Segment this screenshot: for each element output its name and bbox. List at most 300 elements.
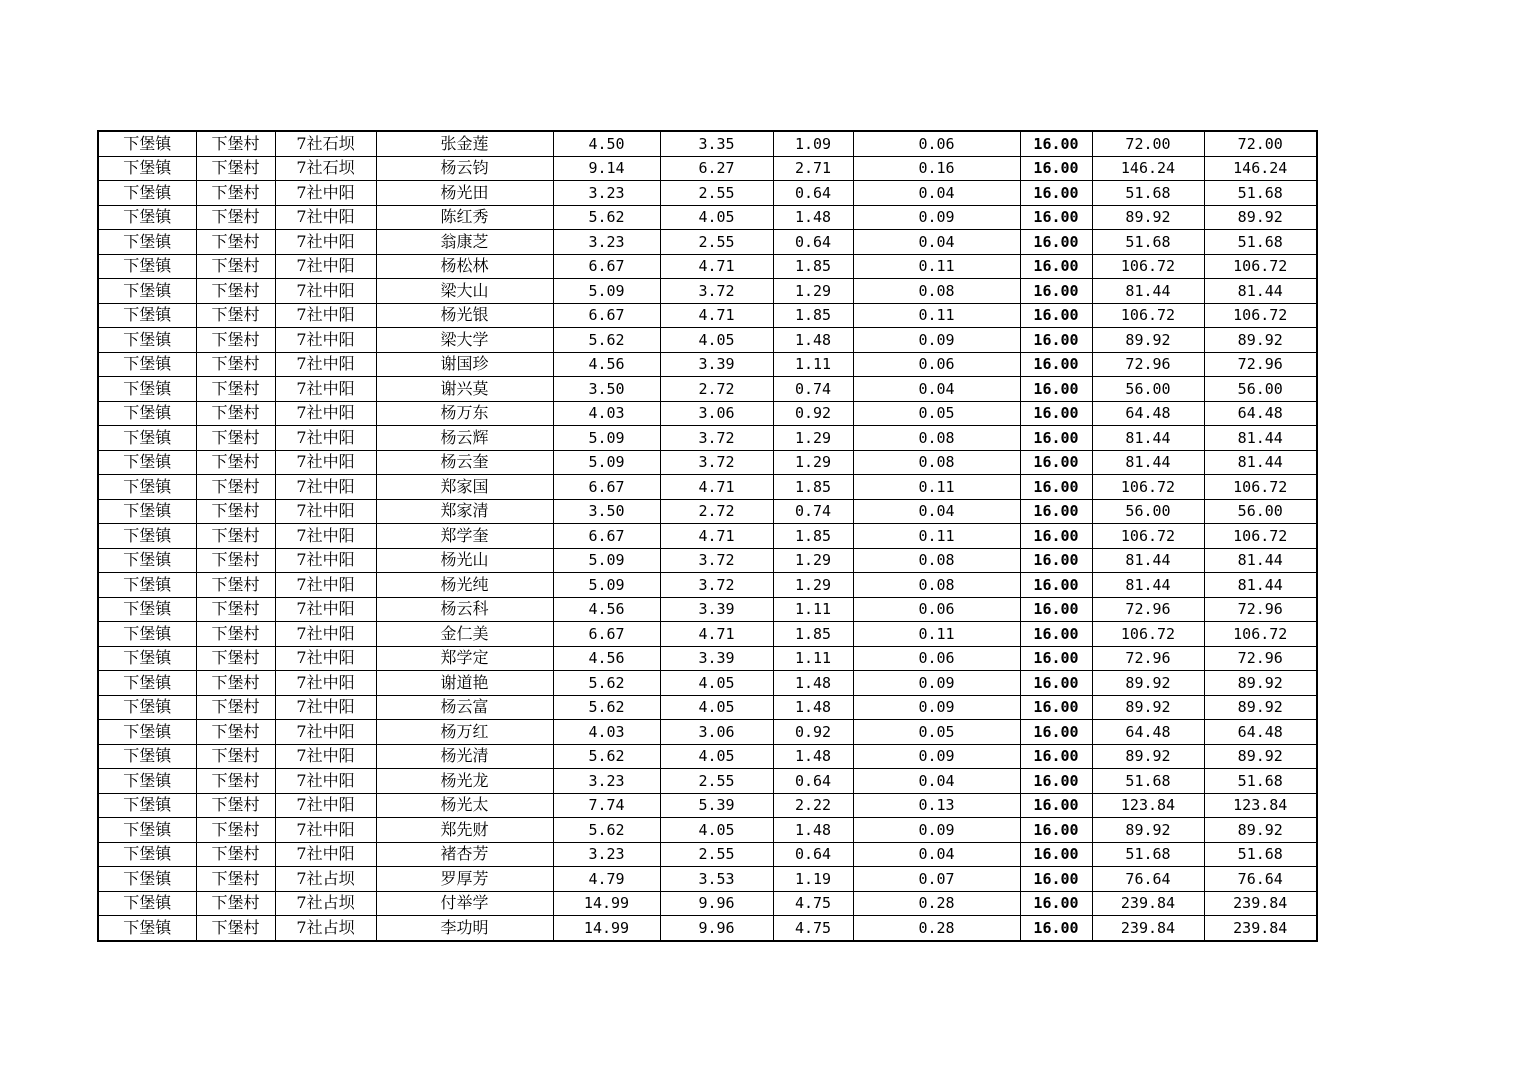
value-cell-1: 6.67 <box>553 475 660 500</box>
value-cell-2: 3.53 <box>660 867 773 892</box>
value-cell-3: 1.29 <box>773 450 853 475</box>
name-cell: 郑学定 <box>376 646 553 671</box>
value-cell-1: 3.23 <box>553 842 660 867</box>
table-row <box>98 916 1317 941</box>
amount-cell-2: 89.92 <box>1204 328 1317 353</box>
village-cell: 下堡村 <box>196 646 275 671</box>
value-cell-1: 7.74 <box>553 793 660 818</box>
town-cell: 下堡镇 <box>98 548 196 573</box>
table-row <box>98 891 1317 916</box>
rate-cell: 16.00 <box>1020 867 1092 892</box>
name-cell: 杨松林 <box>376 254 553 279</box>
value-cell-1: 3.23 <box>553 769 660 794</box>
town-cell: 下堡镇 <box>98 524 196 549</box>
value-cell-3: 1.48 <box>773 744 853 769</box>
amount-cell-1: 89.92 <box>1092 818 1204 843</box>
amount-cell-2: 89.92 <box>1204 671 1317 696</box>
amount-cell-2: 106.72 <box>1204 622 1317 647</box>
name-cell: 郑家清 <box>376 499 553 524</box>
value-cell-1: 5.09 <box>553 450 660 475</box>
amount-cell-1: 89.92 <box>1092 744 1204 769</box>
table-row <box>98 205 1317 230</box>
amount-cell-1: 89.92 <box>1092 695 1204 720</box>
value-cell-3: 2.71 <box>773 156 853 181</box>
table-row <box>98 156 1317 181</box>
value-cell-4: 0.13 <box>853 793 1020 818</box>
village-cell: 下堡村 <box>196 131 275 156</box>
amount-cell-2: 56.00 <box>1204 377 1317 402</box>
amount-cell-1: 51.68 <box>1092 842 1204 867</box>
name-cell: 杨光龙 <box>376 769 553 794</box>
town-cell: 下堡镇 <box>98 671 196 696</box>
amount-cell-2: 81.44 <box>1204 548 1317 573</box>
town-cell: 下堡镇 <box>98 842 196 867</box>
rate-cell: 16.00 <box>1020 818 1092 843</box>
value-cell-3: 0.74 <box>773 499 853 524</box>
village-cell: 下堡村 <box>196 916 275 941</box>
group-cell: 7社中阳 <box>275 352 376 377</box>
value-cell-1: 5.09 <box>553 573 660 598</box>
rate-cell: 16.00 <box>1020 401 1092 426</box>
value-cell-2: 3.72 <box>660 279 773 304</box>
table-row <box>98 401 1317 426</box>
value-cell-2: 4.05 <box>660 818 773 843</box>
value-cell-4: 0.11 <box>853 254 1020 279</box>
value-cell-2: 4.05 <box>660 205 773 230</box>
value-cell-1: 4.56 <box>553 646 660 671</box>
amount-cell-2: 64.48 <box>1204 720 1317 745</box>
value-cell-4: 0.09 <box>853 671 1020 696</box>
value-cell-4: 0.06 <box>853 352 1020 377</box>
value-cell-3: 1.09 <box>773 131 853 156</box>
table-row <box>98 524 1317 549</box>
value-cell-4: 0.16 <box>853 156 1020 181</box>
value-cell-3: 0.92 <box>773 720 853 745</box>
amount-cell-1: 56.00 <box>1092 499 1204 524</box>
amount-cell-2: 72.00 <box>1204 131 1317 156</box>
rate-cell: 16.00 <box>1020 842 1092 867</box>
village-cell: 下堡村 <box>196 303 275 328</box>
rate-cell: 16.00 <box>1020 646 1092 671</box>
value-cell-2: 2.72 <box>660 499 773 524</box>
name-cell: 谢兴莫 <box>376 377 553 402</box>
village-cell: 下堡村 <box>196 254 275 279</box>
amount-cell-1: 123.84 <box>1092 793 1204 818</box>
table-row <box>98 622 1317 647</box>
value-cell-1: 5.62 <box>553 818 660 843</box>
amount-cell-2: 123.84 <box>1204 793 1317 818</box>
value-cell-2: 2.55 <box>660 769 773 794</box>
name-cell: 郑家国 <box>376 475 553 500</box>
group-cell: 7社中阳 <box>275 671 376 696</box>
town-cell: 下堡镇 <box>98 720 196 745</box>
value-cell-4: 0.28 <box>853 891 1020 916</box>
town-cell: 下堡镇 <box>98 131 196 156</box>
value-cell-1: 4.50 <box>553 131 660 156</box>
town-cell: 下堡镇 <box>98 475 196 500</box>
amount-cell-2: 89.92 <box>1204 744 1317 769</box>
village-cell: 下堡村 <box>196 622 275 647</box>
town-cell: 下堡镇 <box>98 156 196 181</box>
value-cell-2: 2.72 <box>660 377 773 402</box>
value-cell-3: 1.48 <box>773 695 853 720</box>
rate-cell: 16.00 <box>1020 328 1092 353</box>
amount-cell-1: 72.96 <box>1092 352 1204 377</box>
village-cell: 下堡村 <box>196 401 275 426</box>
amount-cell-1: 64.48 <box>1092 401 1204 426</box>
amount-cell-1: 106.72 <box>1092 254 1204 279</box>
value-cell-4: 0.06 <box>853 597 1020 622</box>
amount-cell-1: 106.72 <box>1092 303 1204 328</box>
value-cell-1: 6.67 <box>553 303 660 328</box>
rate-cell: 16.00 <box>1020 573 1092 598</box>
town-cell: 下堡镇 <box>98 646 196 671</box>
amount-cell-1: 239.84 <box>1092 891 1204 916</box>
value-cell-4: 0.11 <box>853 622 1020 647</box>
value-cell-3: 1.85 <box>773 622 853 647</box>
amount-cell-1: 89.92 <box>1092 205 1204 230</box>
amount-cell-2: 106.72 <box>1204 475 1317 500</box>
group-cell: 7社中阳 <box>275 450 376 475</box>
amount-cell-2: 72.96 <box>1204 352 1317 377</box>
village-cell: 下堡村 <box>196 842 275 867</box>
name-cell: 杨万东 <box>376 401 553 426</box>
village-cell: 下堡村 <box>196 205 275 230</box>
table-row <box>98 426 1317 451</box>
name-cell: 翁康芝 <box>376 230 553 255</box>
value-cell-4: 0.05 <box>853 720 1020 745</box>
value-cell-2: 3.39 <box>660 597 773 622</box>
town-cell: 下堡镇 <box>98 916 196 941</box>
value-cell-3: 1.48 <box>773 671 853 696</box>
table-row <box>98 573 1317 598</box>
rate-cell: 16.00 <box>1020 769 1092 794</box>
value-cell-2: 4.71 <box>660 622 773 647</box>
value-cell-1: 3.23 <box>553 181 660 206</box>
value-cell-4: 0.04 <box>853 769 1020 794</box>
table-row <box>98 867 1317 892</box>
amount-cell-2: 81.44 <box>1204 573 1317 598</box>
town-cell: 下堡镇 <box>98 867 196 892</box>
town-cell: 下堡镇 <box>98 303 196 328</box>
amount-cell-1: 81.44 <box>1092 548 1204 573</box>
town-cell: 下堡镇 <box>98 230 196 255</box>
town-cell: 下堡镇 <box>98 744 196 769</box>
name-cell: 谢道艳 <box>376 671 553 696</box>
town-cell: 下堡镇 <box>98 377 196 402</box>
amount-cell-1: 89.92 <box>1092 671 1204 696</box>
value-cell-3: 1.85 <box>773 303 853 328</box>
name-cell: 金仁美 <box>376 622 553 647</box>
village-cell: 下堡村 <box>196 671 275 696</box>
group-cell: 7社中阳 <box>275 597 376 622</box>
value-cell-3: 1.29 <box>773 279 853 304</box>
table-row <box>98 720 1317 745</box>
rate-cell: 16.00 <box>1020 205 1092 230</box>
village-cell: 下堡村 <box>196 720 275 745</box>
amount-cell-2: 146.24 <box>1204 156 1317 181</box>
amount-cell-1: 51.68 <box>1092 230 1204 255</box>
value-cell-3: 0.64 <box>773 230 853 255</box>
village-cell: 下堡村 <box>196 181 275 206</box>
name-cell: 杨光太 <box>376 793 553 818</box>
amount-cell-2: 239.84 <box>1204 916 1317 941</box>
value-cell-2: 3.35 <box>660 131 773 156</box>
value-cell-4: 0.08 <box>853 426 1020 451</box>
name-cell: 梁大山 <box>376 279 553 304</box>
town-cell: 下堡镇 <box>98 181 196 206</box>
amount-cell-1: 239.84 <box>1092 916 1204 941</box>
value-cell-2: 4.71 <box>660 475 773 500</box>
rate-cell: 16.00 <box>1020 254 1092 279</box>
value-cell-3: 1.48 <box>773 205 853 230</box>
group-cell: 7社中阳 <box>275 401 376 426</box>
name-cell: 杨云富 <box>376 695 553 720</box>
rate-cell: 16.00 <box>1020 303 1092 328</box>
value-cell-2: 3.06 <box>660 720 773 745</box>
value-cell-3: 0.64 <box>773 842 853 867</box>
name-cell: 杨光山 <box>376 548 553 573</box>
town-cell: 下堡镇 <box>98 597 196 622</box>
value-cell-2: 2.55 <box>660 842 773 867</box>
amount-cell-1: 64.48 <box>1092 720 1204 745</box>
rate-cell: 16.00 <box>1020 622 1092 647</box>
rate-cell: 16.00 <box>1020 548 1092 573</box>
value-cell-1: 4.03 <box>553 401 660 426</box>
value-cell-3: 1.85 <box>773 524 853 549</box>
group-cell: 7社中阳 <box>275 426 376 451</box>
group-cell: 7社石坝 <box>275 131 376 156</box>
town-cell: 下堡镇 <box>98 352 196 377</box>
amount-cell-2: 89.92 <box>1204 818 1317 843</box>
value-cell-3: 4.75 <box>773 891 853 916</box>
value-cell-4: 0.06 <box>853 646 1020 671</box>
amount-cell-1: 72.00 <box>1092 131 1204 156</box>
village-cell: 下堡村 <box>196 475 275 500</box>
group-cell: 7社中阳 <box>275 303 376 328</box>
value-cell-1: 4.03 <box>553 720 660 745</box>
table-row <box>98 646 1317 671</box>
value-cell-4: 0.09 <box>853 205 1020 230</box>
rate-cell: 16.00 <box>1020 671 1092 696</box>
amount-cell-1: 81.44 <box>1092 279 1204 304</box>
value-cell-2: 4.71 <box>660 303 773 328</box>
group-cell: 7社中阳 <box>275 377 376 402</box>
table-row <box>98 131 1317 156</box>
village-cell: 下堡村 <box>196 867 275 892</box>
group-cell: 7社占坝 <box>275 891 376 916</box>
table-row <box>98 230 1317 255</box>
value-cell-4: 0.04 <box>853 230 1020 255</box>
group-cell: 7社中阳 <box>275 818 376 843</box>
value-cell-3: 1.29 <box>773 426 853 451</box>
group-cell: 7社石坝 <box>275 156 376 181</box>
value-cell-3: 1.11 <box>773 646 853 671</box>
town-cell: 下堡镇 <box>98 254 196 279</box>
rate-cell: 16.00 <box>1020 695 1092 720</box>
table-row <box>98 181 1317 206</box>
table-row <box>98 842 1317 867</box>
group-cell: 7社中阳 <box>275 254 376 279</box>
amount-cell-2: 81.44 <box>1204 426 1317 451</box>
amount-cell-1: 89.92 <box>1092 328 1204 353</box>
value-cell-3: 1.48 <box>773 818 853 843</box>
amount-cell-2: 106.72 <box>1204 524 1317 549</box>
group-cell: 7社中阳 <box>275 524 376 549</box>
value-cell-1: 5.62 <box>553 695 660 720</box>
name-cell: 杨光田 <box>376 181 553 206</box>
village-cell: 下堡村 <box>196 156 275 181</box>
town-cell: 下堡镇 <box>98 499 196 524</box>
group-cell: 7社中阳 <box>275 793 376 818</box>
rate-cell: 16.00 <box>1020 181 1092 206</box>
value-cell-3: 1.85 <box>773 475 853 500</box>
value-cell-3: 0.74 <box>773 377 853 402</box>
value-cell-1: 4.79 <box>553 867 660 892</box>
group-cell: 7社中阳 <box>275 744 376 769</box>
village-cell: 下堡村 <box>196 793 275 818</box>
value-cell-1: 6.67 <box>553 622 660 647</box>
rate-cell: 16.00 <box>1020 352 1092 377</box>
value-cell-2: 2.55 <box>660 181 773 206</box>
table-row <box>98 695 1317 720</box>
table-row <box>98 548 1317 573</box>
village-cell: 下堡村 <box>196 891 275 916</box>
value-cell-4: 0.04 <box>853 499 1020 524</box>
name-cell: 杨云科 <box>376 597 553 622</box>
amount-cell-1: 106.72 <box>1092 524 1204 549</box>
name-cell: 杨万红 <box>376 720 553 745</box>
name-cell: 褚杏芳 <box>376 842 553 867</box>
village-cell: 下堡村 <box>196 818 275 843</box>
name-cell: 杨光清 <box>376 744 553 769</box>
rate-cell: 16.00 <box>1020 524 1092 549</box>
table-row <box>98 279 1317 304</box>
group-cell: 7社中阳 <box>275 499 376 524</box>
town-cell: 下堡镇 <box>98 891 196 916</box>
amount-cell-2: 89.92 <box>1204 695 1317 720</box>
value-cell-3: 0.92 <box>773 401 853 426</box>
group-cell: 7社占坝 <box>275 916 376 941</box>
name-cell: 杨云辉 <box>376 426 553 451</box>
value-cell-4: 0.28 <box>853 916 1020 941</box>
group-cell: 7社中阳 <box>275 720 376 745</box>
rate-cell: 16.00 <box>1020 131 1092 156</box>
village-cell: 下堡村 <box>196 499 275 524</box>
rate-cell: 16.00 <box>1020 891 1092 916</box>
name-cell: 李功明 <box>376 916 553 941</box>
amount-cell-2: 51.68 <box>1204 769 1317 794</box>
value-cell-4: 0.11 <box>853 475 1020 500</box>
table-row <box>98 499 1317 524</box>
group-cell: 7社中阳 <box>275 573 376 598</box>
group-cell: 7社中阳 <box>275 279 376 304</box>
value-cell-2: 4.71 <box>660 524 773 549</box>
table-row <box>98 671 1317 696</box>
name-cell: 杨光纯 <box>376 573 553 598</box>
village-cell: 下堡村 <box>196 744 275 769</box>
town-cell: 下堡镇 <box>98 793 196 818</box>
amount-cell-2: 106.72 <box>1204 254 1317 279</box>
value-cell-3: 1.29 <box>773 548 853 573</box>
value-cell-1: 14.99 <box>553 891 660 916</box>
amount-cell-1: 51.68 <box>1092 769 1204 794</box>
value-cell-2: 2.55 <box>660 230 773 255</box>
value-cell-2: 4.05 <box>660 744 773 769</box>
town-cell: 下堡镇 <box>98 205 196 230</box>
value-cell-2: 3.39 <box>660 352 773 377</box>
rate-cell: 16.00 <box>1020 744 1092 769</box>
rate-cell: 16.00 <box>1020 597 1092 622</box>
name-cell: 杨云钧 <box>376 156 553 181</box>
amount-cell-1: 106.72 <box>1092 622 1204 647</box>
village-cell: 下堡村 <box>196 230 275 255</box>
value-cell-1: 6.67 <box>553 254 660 279</box>
value-cell-4: 0.08 <box>853 450 1020 475</box>
data-table <box>97 130 1318 942</box>
value-cell-1: 5.62 <box>553 744 660 769</box>
value-cell-2: 9.96 <box>660 916 773 941</box>
amount-cell-2: 81.44 <box>1204 279 1317 304</box>
amount-cell-1: 76.64 <box>1092 867 1204 892</box>
rate-cell: 16.00 <box>1020 720 1092 745</box>
value-cell-1: 5.09 <box>553 548 660 573</box>
village-cell: 下堡村 <box>196 426 275 451</box>
town-cell: 下堡镇 <box>98 573 196 598</box>
value-cell-3: 1.19 <box>773 867 853 892</box>
value-cell-4: 0.09 <box>853 818 1020 843</box>
amount-cell-1: 106.72 <box>1092 475 1204 500</box>
village-cell: 下堡村 <box>196 695 275 720</box>
name-cell: 郑先财 <box>376 818 553 843</box>
group-cell: 7社占坝 <box>275 867 376 892</box>
value-cell-1: 5.09 <box>553 426 660 451</box>
value-cell-3: 1.11 <box>773 352 853 377</box>
group-cell: 7社中阳 <box>275 181 376 206</box>
name-cell: 罗厚芳 <box>376 867 553 892</box>
value-cell-3: 2.22 <box>773 793 853 818</box>
village-cell: 下堡村 <box>196 352 275 377</box>
value-cell-2: 4.05 <box>660 671 773 696</box>
amount-cell-1: 72.96 <box>1092 597 1204 622</box>
amount-cell-2: 56.00 <box>1204 499 1317 524</box>
value-cell-1: 5.62 <box>553 328 660 353</box>
value-cell-3: 1.11 <box>773 597 853 622</box>
value-cell-2: 3.39 <box>660 646 773 671</box>
name-cell: 杨光银 <box>376 303 553 328</box>
value-cell-1: 5.62 <box>553 205 660 230</box>
value-cell-3: 4.75 <box>773 916 853 941</box>
name-cell: 谢国珍 <box>376 352 553 377</box>
town-cell: 下堡镇 <box>98 818 196 843</box>
amount-cell-1: 72.96 <box>1092 646 1204 671</box>
amount-cell-1: 81.44 <box>1092 450 1204 475</box>
value-cell-2: 4.71 <box>660 254 773 279</box>
town-cell: 下堡镇 <box>98 401 196 426</box>
rate-cell: 16.00 <box>1020 156 1092 181</box>
rate-cell: 16.00 <box>1020 916 1092 941</box>
value-cell-1: 3.50 <box>553 499 660 524</box>
value-cell-4: 0.08 <box>853 279 1020 304</box>
amount-cell-1: 81.44 <box>1092 573 1204 598</box>
town-cell: 下堡镇 <box>98 769 196 794</box>
table-row <box>98 793 1317 818</box>
name-cell: 陈红秀 <box>376 205 553 230</box>
value-cell-4: 0.04 <box>853 377 1020 402</box>
table-row <box>98 818 1317 843</box>
group-cell: 7社中阳 <box>275 622 376 647</box>
town-cell: 下堡镇 <box>98 622 196 647</box>
